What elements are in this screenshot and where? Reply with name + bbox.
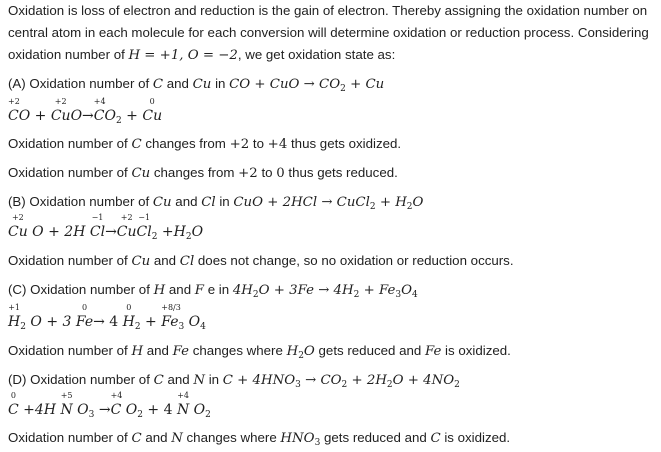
part-c-heading: (C) Oxidation number of H and F e in $4H_2O + 3Fe \to 4H_2 + Fe_3O_4$ <box>8 282 418 300</box>
part-b-heading: (B) Oxidation number of Cu and Cl in CuO + 2HCl → CuCl$_2$ + $H_2O$ <box>8 194 424 212</box>
part-b-equation: +2 Cu O + 2H −1 Cl→ +2 Cu −1 $Cl_2 +H_2O$ <box>8 213 204 242</box>
part-d-statement: Oxidation number of C and N changes where $HNO_3$ gets reduced and C is oxidized. <box>8 430 511 448</box>
part-d-heading: (D) Oxidation number of C and N in $C + 4HNO_3 \to CO_2 + 2H_2O + 4NO_2$ <box>8 372 460 390</box>
part-d-equation: 0 C +4H +5 N $O_3$ → +4 C $O_2 + 4$ +4 N $O_2$ <box>8 391 211 420</box>
intro-math: H = +1, O = −2 <box>128 48 238 63</box>
part-c-equation: +1 $H_2$ O + 3 0 Fe→ 4 0 $H_2$ + +8/3 $Fe_3$ $O_4$ <box>8 303 206 332</box>
part-b-statement: Oxidation number of Cu and Cl does not change, so no oxidation or reduction occurs. <box>8 253 514 269</box>
intro-line-2: central atom in each molecule for each conversion will determine oxidation or reduction process. Considering <box>8 25 649 40</box>
intro-line-3: oxidation number of H = +1, O = −2, we get oxidation state as: <box>8 47 396 63</box>
intro-line-1: Oxidation is loss of electron and reduction is the gain of electron. Thereby assigning the oxidation number on <box>8 3 648 18</box>
part-c-statement: Oxidation number of H and Fe changes where $H_2O$ gets reduced and Fe is oxidized. <box>8 343 511 361</box>
part-a-statement-1: Oxidation number of C changes from +2 to +4 thus gets oxidized. <box>8 136 402 152</box>
part-a-statement-2: Oxidation number of Cu changes from +2 to 0 thus gets reduced. <box>8 165 398 181</box>
part-a-equation: +2 CO + +2 CuO→ +4 $CO_2$ + 0 Cu <box>8 97 163 126</box>
part-a-heading: (A) Oxidation number of C and Cu in CO + CuO → $CO_2 + Cu$ <box>8 76 385 94</box>
